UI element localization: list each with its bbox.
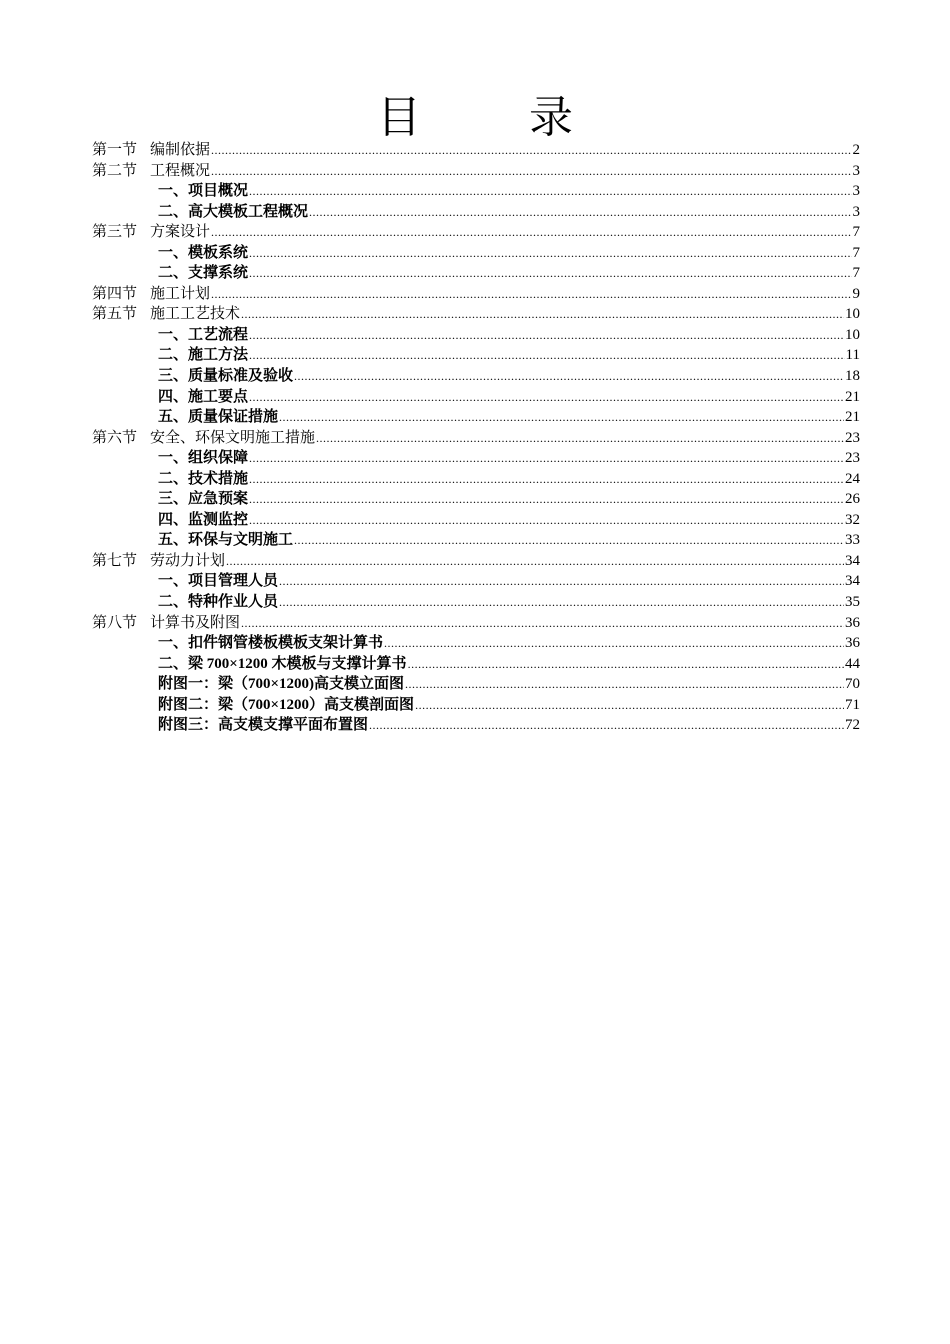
toc-entry-subsection[interactable] <box>92 243 860 264</box>
toc-dot-leader <box>405 674 844 695</box>
toc-entry-subsection[interactable] <box>92 325 860 346</box>
toc-entry-text: 劳动力计划 <box>150 552 226 569</box>
toc-page-number: 71 <box>845 696 860 713</box>
toc-section-number: 第七节 <box>92 552 138 569</box>
toc-entry-subsection[interactable] <box>92 469 860 490</box>
toc-entry-subsection[interactable] <box>92 654 860 675</box>
toc-entry-text: 安全、环保文明施工措施 <box>150 429 316 446</box>
toc-page-number: 33 <box>845 532 860 549</box>
toc-entry-label <box>158 510 248 531</box>
toc-entry-text: 工程概况 <box>150 162 211 179</box>
toc-dot-leader <box>211 222 851 243</box>
toc-entry-text: 一、项目概况 <box>158 183 249 200</box>
toc-entry-label <box>158 387 248 408</box>
toc-dot-leader <box>384 633 844 654</box>
toc-entry-subsection[interactable] <box>92 489 860 510</box>
toc-entry-text: 一、扣件钢管楼板模板支架计算书 <box>158 635 384 652</box>
toc-entry-section[interactable] <box>92 551 860 572</box>
toc-entry-text: 施工计划 <box>150 285 211 302</box>
toc-entry-label <box>92 284 210 305</box>
toc-page-number: 36 <box>845 614 860 631</box>
toc-entry-label <box>92 551 225 572</box>
toc-entry-label <box>158 263 248 284</box>
toc-page-number: 18 <box>845 368 860 385</box>
toc-entry-text: 五、环保与文明施工 <box>158 532 294 549</box>
toc-dot-leader <box>279 592 844 613</box>
toc-entry-label <box>158 243 248 264</box>
toc-entry-label <box>158 489 248 510</box>
toc-dot-leader <box>211 284 851 305</box>
toc-dot-leader <box>211 140 851 161</box>
toc-entry-subsection[interactable] <box>92 366 860 387</box>
toc-entry-subsection[interactable] <box>92 674 860 695</box>
toc-entry-text: 五、质量保证措施 <box>158 409 279 426</box>
toc-dot-leader <box>309 202 851 223</box>
toc-entry-text: 二、施工方法 <box>158 347 249 364</box>
toc-entry-section[interactable] <box>92 613 860 634</box>
toc-entry-label <box>158 325 248 346</box>
toc-dot-leader <box>249 345 845 366</box>
toc-entry-label <box>158 571 278 592</box>
toc-entry-section[interactable] <box>92 140 860 161</box>
toc-entry-text: 一、模板系统 <box>158 244 249 261</box>
toc-page-number: 70 <box>845 676 860 693</box>
toc-entry-subsection[interactable] <box>92 715 860 736</box>
toc-entry-label <box>158 181 248 202</box>
toc-entry-label <box>92 161 210 182</box>
toc-page-number: 34 <box>845 573 860 590</box>
toc-page-number: 7 <box>852 265 860 282</box>
toc-page-number: 44 <box>845 655 860 672</box>
toc-section-number: 第三节 <box>92 224 138 241</box>
toc-entry-label <box>92 222 210 243</box>
toc-page-number: 34 <box>845 552 860 569</box>
toc-entry-section[interactable] <box>92 304 860 325</box>
toc-section-number: 第四节 <box>92 285 138 302</box>
toc-entry-section[interactable] <box>92 284 860 305</box>
toc-entry-section[interactable] <box>92 428 860 449</box>
toc-entry-text: 编制依据 <box>150 142 211 158</box>
toc-page-number: 11 <box>845 347 860 364</box>
toc-page-number: 3 <box>852 162 860 179</box>
toc-entry-subsection[interactable] <box>92 263 860 284</box>
toc-entry-subsection[interactable] <box>92 202 860 223</box>
toc-entry-text: 方案设计 <box>150 224 211 241</box>
toc-page-number: 10 <box>845 326 860 343</box>
toc-entry-label <box>158 202 308 223</box>
toc-dot-leader <box>249 489 844 510</box>
toc-dot-leader <box>226 551 844 572</box>
toc-entry-label <box>158 695 414 716</box>
toc-entry-text: 二、梁 700×1200 木模板与支撑计算书 <box>158 655 407 672</box>
toc-entry-subsection[interactable] <box>92 387 860 408</box>
toc-dot-leader <box>316 428 844 449</box>
toc-title: 目 录 <box>377 92 605 143</box>
toc-page-number: 7 <box>852 224 860 241</box>
toc-dot-leader <box>249 469 844 490</box>
toc-entry-subsection[interactable] <box>92 571 860 592</box>
toc-entry-label <box>158 654 407 675</box>
toc-page-number: 21 <box>845 409 860 426</box>
toc-dot-leader <box>415 695 844 716</box>
toc-dot-leader <box>279 571 844 592</box>
toc-section-number: 第六节 <box>92 429 138 446</box>
toc-entry-subsection[interactable] <box>92 510 860 531</box>
toc-entry-label <box>158 345 248 366</box>
toc-entry-section[interactable] <box>92 161 860 182</box>
toc-dot-leader <box>249 387 844 408</box>
toc-dot-leader <box>294 366 844 387</box>
toc-entry-text: 附图二：梁（700×1200）高支模剖面图 <box>158 696 415 713</box>
toc-entry-subsection[interactable] <box>92 530 860 551</box>
toc-entry-section[interactable] <box>92 222 860 243</box>
toc-entry-text: 一、项目管理人员 <box>158 573 279 590</box>
toc-entry-text: 一、工艺流程 <box>158 326 249 343</box>
toc-entry-text: 二、特种作业人员 <box>158 594 279 611</box>
toc-page-number: 2 <box>852 142 860 158</box>
toc-entry-label <box>158 366 293 387</box>
toc-list <box>92 140 860 736</box>
toc-dot-leader <box>369 715 844 736</box>
toc-entry-text: 施工工艺技术 <box>150 306 241 323</box>
toc-entry-label <box>92 140 210 161</box>
toc-page-number: 3 <box>852 203 860 220</box>
toc-entry-text: 二、高大模板工程概况 <box>158 203 309 220</box>
toc-section-number: 第二节 <box>92 162 138 179</box>
toc-entry-label <box>158 407 278 428</box>
toc-dot-leader <box>211 161 851 182</box>
toc-dot-leader <box>279 407 844 428</box>
toc-dot-leader <box>249 448 844 469</box>
toc-dot-leader <box>249 243 851 264</box>
toc-entry-label <box>158 530 293 551</box>
toc-entry-label <box>158 633 383 654</box>
toc-page-number: 7 <box>852 244 860 261</box>
toc-dot-leader <box>241 304 844 325</box>
toc-entry-subsection[interactable] <box>92 181 860 202</box>
toc-entry-text: 一、组织保障 <box>158 450 249 467</box>
toc-dot-leader <box>249 181 851 202</box>
toc-entry-label <box>92 428 315 449</box>
toc-entry-text: 四、施工要点 <box>158 388 249 405</box>
toc-entry-text: 附图三：高支模支撑平面布置图 <box>158 717 369 734</box>
toc-entry-subsection[interactable] <box>92 695 860 716</box>
toc-page-number: 72 <box>845 717 860 734</box>
toc-entry-text: 三、应急预案 <box>158 491 249 508</box>
toc-page-number: 23 <box>845 429 860 446</box>
toc-page-number: 36 <box>845 635 860 652</box>
toc-page-number: 35 <box>845 594 860 611</box>
toc-page-number: 10 <box>845 306 860 323</box>
toc-dot-leader <box>241 613 844 634</box>
toc-page-number: 26 <box>845 491 860 508</box>
toc-entry-label <box>92 304 240 325</box>
toc-entry-subsection[interactable] <box>92 592 860 613</box>
toc-entry-label <box>158 715 368 736</box>
toc-page-number: 24 <box>845 470 860 487</box>
toc-entry-subsection[interactable] <box>92 448 860 469</box>
toc-entry-label <box>158 469 248 490</box>
toc-entry-text: 三、质量标准及验收 <box>158 368 294 385</box>
toc-section-number: 第一节 <box>92 142 138 158</box>
toc-entry-label <box>158 592 278 613</box>
toc-section-number: 第八节 <box>92 614 138 631</box>
toc-dot-leader <box>249 510 844 531</box>
toc-entry-text: 计算书及附图 <box>150 614 241 631</box>
toc-section-number: 第五节 <box>92 306 138 323</box>
toc-entry-text: 二、支撑系统 <box>158 265 249 282</box>
toc-entry-text: 四、监测监控 <box>158 511 249 528</box>
toc-entry-label <box>158 674 404 695</box>
toc-entry-subsection[interactable] <box>92 407 860 428</box>
toc-dot-leader <box>294 530 844 551</box>
toc-page-number: 32 <box>845 511 860 528</box>
toc-entry-subsection[interactable] <box>92 633 860 654</box>
toc-dot-leader <box>408 654 844 675</box>
toc-entry-subsection[interactable] <box>92 345 860 366</box>
toc-dot-leader <box>249 263 851 284</box>
toc-dot-leader <box>249 325 844 346</box>
toc-page-number: 23 <box>845 450 860 467</box>
toc-entry-text: 二、技术措施 <box>158 470 249 487</box>
toc-entry-label <box>92 613 240 634</box>
toc-page-number: 21 <box>845 388 860 405</box>
toc-entry-text: 附图一：梁（700×1200)高支模立面图 <box>158 676 405 693</box>
toc-entry-label <box>158 448 248 469</box>
toc-page-number: 9 <box>852 285 860 302</box>
toc-page-number: 3 <box>852 183 860 200</box>
